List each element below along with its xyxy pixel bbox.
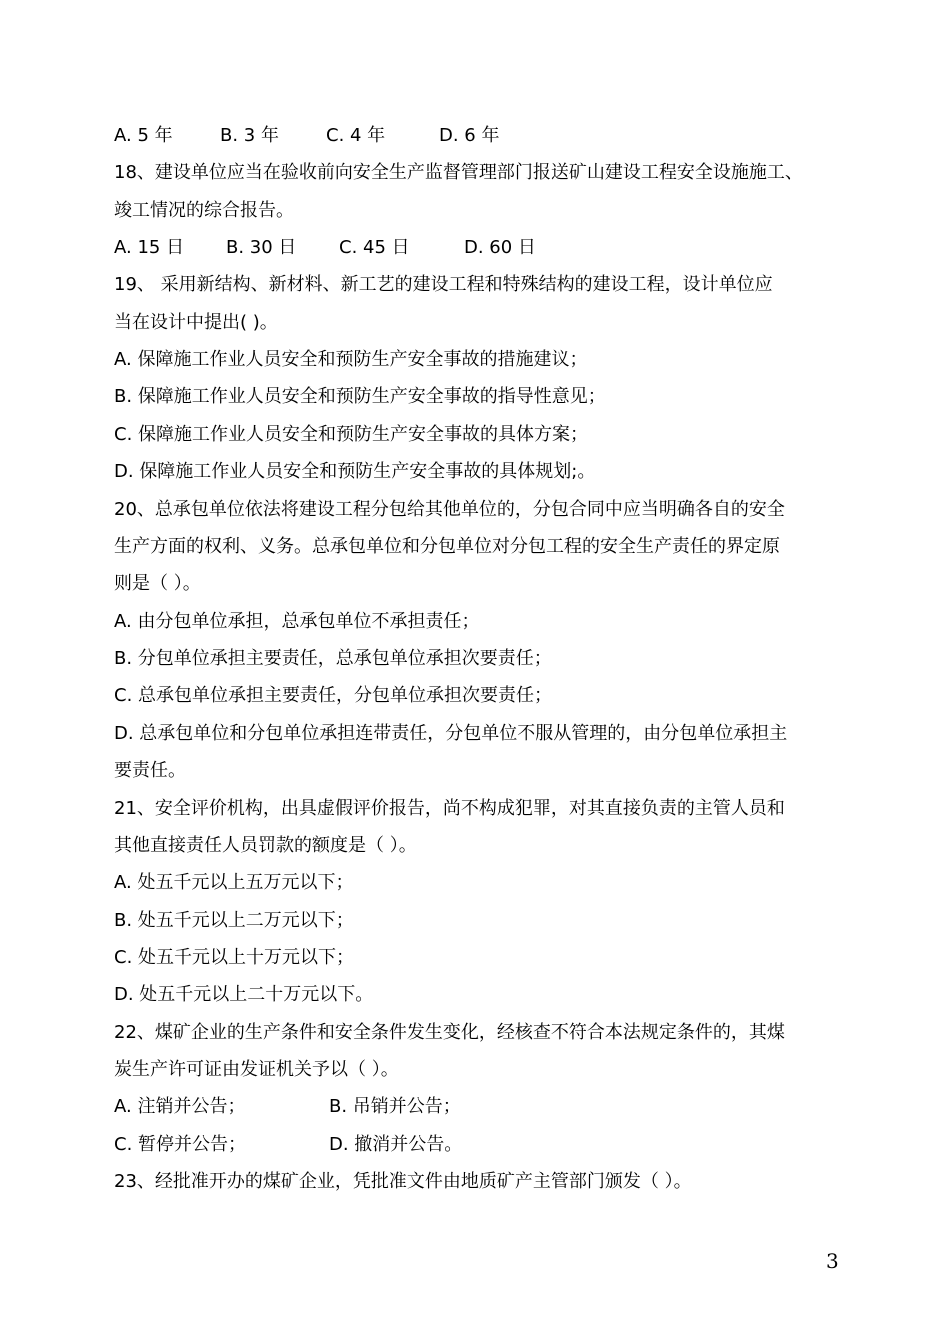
q22-option-c: C. 暂停并公告； bbox=[114, 1134, 247, 1155]
q20-option-d: D. 总承包单位和分包单位承担连带责任，分包单位不服从管理的，由分包单位承担主 bbox=[114, 723, 788, 744]
q20-option-b: B. 分包单位承担主要责任，总承包单位承担次要责任； bbox=[114, 648, 552, 669]
q19-option-b: B. 保障施工作业人员安全和预防生产安全事故的指导性意见； bbox=[114, 386, 606, 407]
q17-option-d: D. 6 年 bbox=[439, 125, 500, 146]
q19-option-c: C. 保障施工作业人员安全和预防生产安全事故的具体方案； bbox=[114, 424, 589, 445]
q18-text-line-1: 18、建设单位应当在验收前向安全生产监督管理部门报送矿山建设工程安全设施施工、 bbox=[114, 162, 803, 183]
q19-text-line-1: 19、 采用新结构、新材料、新工艺的建设工程和特殊结构的建设工程，设计单位应 bbox=[114, 274, 773, 295]
q22-option-a: A. 注销并公告； bbox=[114, 1096, 246, 1117]
q17-option-c: C. 4 年 bbox=[326, 125, 386, 146]
q22-text-line-2: 炭生产许可证由发证机关予以（ ）。 bbox=[114, 1059, 399, 1080]
q22-option-b: B. 吊销并公告； bbox=[329, 1096, 461, 1117]
q21-option-c: C. 处五千元以上十万元以下； bbox=[114, 947, 355, 968]
q23-text-line-1: 23、经批准开办的煤矿企业，凭批准文件由地质矿产主管部门颁发（ ）。 bbox=[114, 1171, 692, 1192]
q17-option-a: A. 5 年 bbox=[114, 125, 173, 146]
q20-option-c: C. 总承包单位承担主要责任，分包单位承担次要责任； bbox=[114, 685, 553, 706]
q21-text-line-2: 其他直接责任人员罚款的额度是（ ）。 bbox=[114, 835, 417, 856]
q20-text-line-1: 20、总承包单位依法将建设工程分包给其他单位的，分包合同中应当明确各自的安全 bbox=[114, 499, 785, 520]
q21-option-d: D. 处五千元以上二十万元以下。 bbox=[114, 984, 374, 1005]
q21-option-a: A. 处五千元以上五万元以下； bbox=[114, 872, 354, 893]
q21-text-line-1: 21、安全评价机构，出具虚假评价报告，尚不构成犯罪，对其直接负责的主管人员和 bbox=[114, 798, 785, 819]
q22-option-d: D. 撤消并公告。 bbox=[329, 1134, 463, 1155]
q20-text-line-3: 则是（ ）。 bbox=[114, 573, 201, 594]
q18-option-d: D. 60 日 bbox=[464, 237, 536, 258]
q17-option-b: B. 3 年 bbox=[220, 125, 279, 146]
page-number: 3 bbox=[826, 1249, 839, 1273]
q18-option-c: C. 45 日 bbox=[339, 237, 410, 258]
q19-option-a: A. 保障施工作业人员安全和预防生产安全事故的措施建议； bbox=[114, 349, 588, 370]
q20-text-line-2: 生产方面的权利、义务。总承包单位和分包单位对分包工程的安全生产责任的界定原 bbox=[114, 536, 780, 557]
q20-option-d-continued: 要责任。 bbox=[114, 760, 186, 781]
q19-text-line-2: 当在设计中提出( )。 bbox=[114, 312, 278, 333]
q21-option-b: B. 处五千元以上二万元以下； bbox=[114, 910, 354, 931]
q18-option-a: A. 15 日 bbox=[114, 237, 185, 258]
q18-text-line-2: 竣工情况的综合报告。 bbox=[114, 200, 294, 221]
q20-option-a: A. 由分包单位承担，总承包单位不承担责任； bbox=[114, 611, 480, 632]
q19-option-d: D. 保障施工作业人员安全和预防生产安全事故的具体规划;。 bbox=[114, 461, 596, 482]
q18-option-b: B. 30 日 bbox=[226, 237, 297, 258]
q22-text-line-1: 22、煤矿企业的生产条件和安全条件发生变化，经核查不符合本法规定条件的，其煤 bbox=[114, 1022, 785, 1043]
